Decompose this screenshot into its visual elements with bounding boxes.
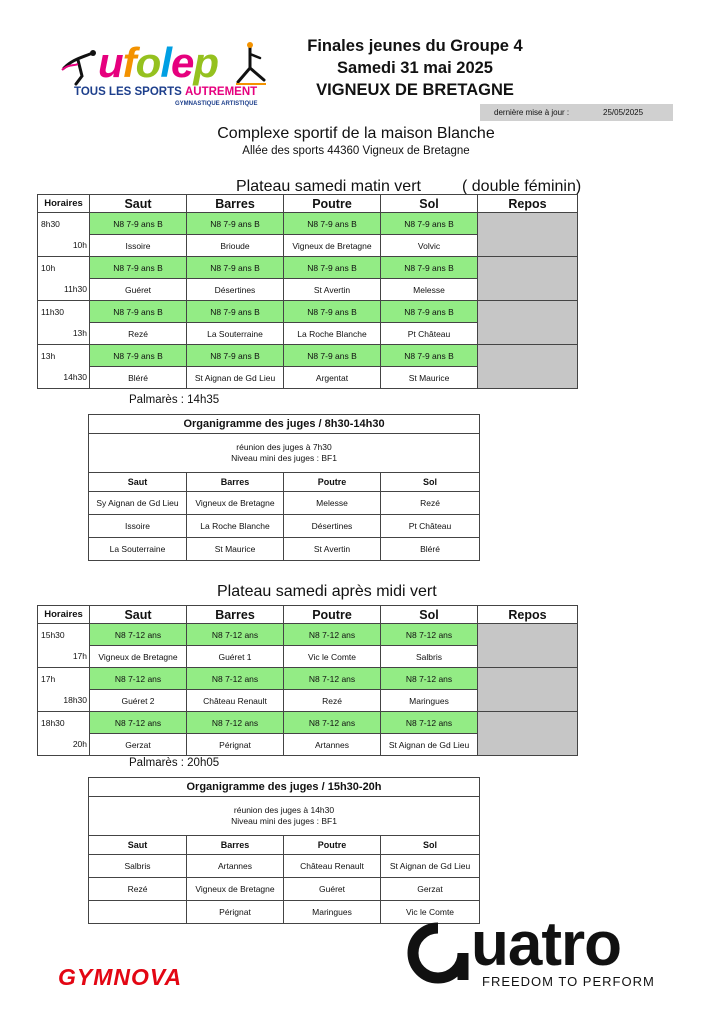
club-cell: La Roche Blanche bbox=[284, 323, 381, 345]
last-update-label: dernière mise à jour : bbox=[494, 108, 570, 117]
category-cell: N8 7-12 ans bbox=[284, 712, 381, 734]
club-cell: St Aignan de Gd Lieu bbox=[187, 367, 284, 389]
event-title-line3: VIGNEUX DE BRETAGNE bbox=[316, 81, 514, 99]
judges-meeting: réunion des juges à 14h30 bbox=[233, 805, 335, 815]
last-update-value: 25/05/2025 bbox=[603, 108, 644, 117]
club-cell: Melesse bbox=[381, 279, 478, 301]
rotation-end: 10h bbox=[38, 235, 90, 257]
gymnast-left-icon bbox=[60, 46, 100, 86]
club-cell: Guéret bbox=[90, 279, 187, 301]
quatro-q-icon bbox=[405, 922, 471, 984]
repos-cell bbox=[478, 345, 578, 389]
morning-judges-table bbox=[88, 414, 480, 561]
gymnast-right-icon bbox=[230, 42, 270, 86]
judges-col-barres: Barres bbox=[187, 836, 284, 855]
category-cell: N8 7-12 ans bbox=[381, 668, 478, 690]
club-cell: La Souterraine bbox=[187, 323, 284, 345]
category-cell: N8 7-9 ans B bbox=[284, 213, 381, 235]
col-header-saut: Saut bbox=[90, 195, 187, 213]
judge-cell bbox=[89, 901, 187, 924]
judge-cell: Bléré bbox=[381, 538, 480, 561]
rotation-start: 17h bbox=[38, 668, 90, 690]
table-header-row bbox=[38, 606, 578, 624]
judge-cell: Rezé bbox=[381, 492, 480, 515]
col-header-saut: Saut bbox=[90, 606, 187, 624]
judges-row bbox=[89, 538, 480, 561]
col-header-repos: Repos bbox=[478, 195, 578, 213]
club-cell: Vigneux de Bretagne bbox=[90, 646, 187, 668]
judges-info bbox=[89, 797, 480, 836]
judges-col-saut: Saut bbox=[89, 473, 187, 492]
quatro-wordmark: uatro bbox=[471, 920, 621, 979]
category-cell: N8 7-12 ans bbox=[187, 624, 284, 646]
quatro-logo bbox=[405, 920, 655, 995]
afternoon-schedule-table bbox=[37, 605, 578, 756]
venue-name: Complexe sportif de la maison Blanche bbox=[217, 125, 495, 142]
rotation-start: 15h30 bbox=[38, 624, 90, 646]
col-header-sol: Sol bbox=[381, 195, 478, 213]
table-header-row bbox=[38, 195, 578, 213]
club-cell: St Aignan de Gd Lieu bbox=[381, 734, 478, 756]
club-cell: Rezé bbox=[284, 690, 381, 712]
judges-level: Niveau mini des juges : BF1 bbox=[231, 816, 337, 826]
rotation-category-row bbox=[38, 624, 578, 646]
category-cell: N8 7-9 ans B bbox=[90, 213, 187, 235]
repos-cell bbox=[478, 668, 578, 712]
judges-col-saut: Saut bbox=[89, 836, 187, 855]
category-cell: N8 7-9 ans B bbox=[284, 301, 381, 323]
club-cell: Brioude bbox=[187, 235, 284, 257]
category-cell: N8 7-12 ans bbox=[90, 712, 187, 734]
repos-cell bbox=[478, 712, 578, 756]
event-title-line1: Finales jeunes du Groupe 4 bbox=[307, 37, 523, 55]
col-header-barres: Barres bbox=[187, 195, 284, 213]
judges-header-row bbox=[89, 473, 480, 492]
afternoon-title: Plateau samedi après midi vert bbox=[217, 583, 437, 600]
judge-cell: St Aignan de Gd Lieu bbox=[381, 855, 480, 878]
col-header-repos: Repos bbox=[478, 606, 578, 624]
judge-cell: Sy Aignan de Gd Lieu bbox=[89, 492, 187, 515]
rotation-end: 14h30 bbox=[38, 367, 90, 389]
category-cell: N8 7-12 ans bbox=[90, 668, 187, 690]
judges-row bbox=[89, 492, 480, 515]
club-cell: Gerzat bbox=[90, 734, 187, 756]
club-cell: Salbris bbox=[381, 646, 478, 668]
ufolep-subtitle: GYMNASTIQUE ARTISTIQUE bbox=[175, 101, 258, 107]
venue-address: Allée des sports 44360 Vigneux de Bretagne bbox=[242, 145, 470, 157]
judge-cell: Vigneux de Bretagne bbox=[187, 878, 284, 901]
club-cell: Rezé bbox=[90, 323, 187, 345]
judge-cell: Pérignat bbox=[187, 901, 284, 924]
judges-col-poutre: Poutre bbox=[284, 473, 381, 492]
category-cell: N8 7-9 ans B bbox=[284, 257, 381, 279]
judges-col-sol: Sol bbox=[381, 836, 480, 855]
rotation-end: 20h bbox=[38, 734, 90, 756]
category-cell: N8 7-12 ans bbox=[187, 668, 284, 690]
club-cell: Volvic bbox=[381, 235, 478, 257]
col-header-poutre: Poutre bbox=[284, 606, 381, 624]
club-cell: Bléré bbox=[90, 367, 187, 389]
club-cell: Argentat bbox=[284, 367, 381, 389]
afternoon-judges-table bbox=[88, 777, 480, 924]
club-cell: Désertines bbox=[187, 279, 284, 301]
category-cell: N8 7-9 ans B bbox=[90, 257, 187, 279]
category-cell: N8 7-9 ans B bbox=[90, 345, 187, 367]
morning-palmares: Palmarès : 14h35 bbox=[129, 394, 220, 406]
judges-title: Organigramme des juges / 8h30-14h30 bbox=[89, 415, 480, 434]
judge-cell: Pt Château bbox=[381, 515, 480, 538]
club-cell: Pérignat bbox=[187, 734, 284, 756]
repos-cell bbox=[478, 301, 578, 345]
event-title-line2: Samedi 31 mai 2025 bbox=[337, 59, 493, 77]
repos-cell bbox=[478, 624, 578, 668]
category-cell: N8 7-9 ans B bbox=[381, 345, 478, 367]
category-cell: N8 7-9 ans B bbox=[187, 301, 284, 323]
judge-cell: Château Renault bbox=[284, 855, 381, 878]
judge-cell: St Maurice bbox=[187, 538, 284, 561]
repos-cell bbox=[478, 213, 578, 257]
club-cell: Maringues bbox=[381, 690, 478, 712]
category-cell: N8 7-12 ans bbox=[284, 668, 381, 690]
category-cell: N8 7-12 ans bbox=[381, 712, 478, 734]
category-cell: N8 7-12 ans bbox=[381, 624, 478, 646]
category-cell: N8 7-9 ans B bbox=[187, 213, 284, 235]
judge-cell: Vigneux de Bretagne bbox=[187, 492, 284, 515]
category-cell: N8 7-12 ans bbox=[90, 624, 187, 646]
judge-cell: Artannes bbox=[187, 855, 284, 878]
morning-note: ( double féminin) bbox=[462, 178, 582, 195]
afternoon-palmares: Palmarès : 20h05 bbox=[129, 757, 220, 769]
judge-cell: Salbris bbox=[89, 855, 187, 878]
judges-level: Niveau mini des juges : BF1 bbox=[231, 453, 337, 463]
last-update-box bbox=[480, 104, 673, 121]
ufolep-wordmark: ufolep bbox=[98, 39, 218, 86]
judges-row bbox=[89, 515, 480, 538]
club-cell: Issoire bbox=[90, 235, 187, 257]
rotation-start: 11h30 bbox=[38, 301, 90, 323]
venue-block bbox=[100, 124, 612, 159]
rotation-category-row bbox=[38, 213, 578, 235]
judges-row bbox=[89, 855, 480, 878]
judge-cell: Melesse bbox=[284, 492, 381, 515]
club-cell: Artannes bbox=[284, 734, 381, 756]
judges-col-sol: Sol bbox=[381, 473, 480, 492]
club-cell: Vigneux de Bretagne bbox=[284, 235, 381, 257]
club-cell: Guéret 2 bbox=[90, 690, 187, 712]
col-header-horaires: Horaires bbox=[38, 195, 90, 213]
col-header-poutre: Poutre bbox=[284, 195, 381, 213]
morning-title: Plateau samedi matin vert bbox=[236, 178, 421, 195]
judge-cell: Maringues bbox=[284, 901, 381, 924]
col-header-barres: Barres bbox=[187, 606, 284, 624]
rotation-category-row bbox=[38, 668, 578, 690]
event-title bbox=[285, 35, 545, 101]
judge-cell: La Roche Blanche bbox=[187, 515, 284, 538]
gymnova-logo: GYMNOVA bbox=[58, 964, 183, 990]
category-cell: N8 7-9 ans B bbox=[381, 213, 478, 235]
judges-row bbox=[89, 878, 480, 901]
category-cell: N8 7-9 ans B bbox=[381, 257, 478, 279]
rotation-category-row bbox=[38, 301, 578, 323]
judge-cell: Désertines bbox=[284, 515, 381, 538]
rotation-start: 8h30 bbox=[38, 213, 90, 235]
judges-col-barres: Barres bbox=[187, 473, 284, 492]
rotation-end: 11h30 bbox=[38, 279, 90, 301]
judges-info bbox=[89, 434, 480, 473]
club-cell: Guéret 1 bbox=[187, 646, 284, 668]
judge-cell: Guéret bbox=[284, 878, 381, 901]
rotation-end: 18h30 bbox=[38, 690, 90, 712]
category-cell: N8 7-9 ans B bbox=[284, 345, 381, 367]
category-cell: N8 7-9 ans B bbox=[187, 257, 284, 279]
judge-cell: Issoire bbox=[89, 515, 187, 538]
judges-col-poutre: Poutre bbox=[284, 836, 381, 855]
rotation-end: 13h bbox=[38, 323, 90, 345]
repos-cell bbox=[478, 257, 578, 301]
rotation-start: 18h30 bbox=[38, 712, 90, 734]
rotation-category-row bbox=[38, 712, 578, 734]
judge-cell: Vic le Comte bbox=[381, 901, 480, 924]
category-cell: N8 7-12 ans bbox=[187, 712, 284, 734]
rotation-start: 13h bbox=[38, 345, 90, 367]
judge-cell: La Souterraine bbox=[89, 538, 187, 561]
col-header-horaires: Horaires bbox=[38, 606, 90, 624]
ufolep-tagline: TOUS LES SPORTS AUTREMENT bbox=[74, 86, 258, 98]
col-header-sol: Sol bbox=[381, 606, 478, 624]
category-cell: N8 7-9 ans B bbox=[187, 345, 284, 367]
ufolep-logo bbox=[60, 40, 275, 112]
rotation-category-row bbox=[38, 257, 578, 279]
club-cell: Château Renault bbox=[187, 690, 284, 712]
judge-cell: St Avertin bbox=[284, 538, 381, 561]
judges-title: Organigramme des juges / 15h30-20h bbox=[89, 778, 480, 797]
rotation-category-row bbox=[38, 345, 578, 367]
rotation-start: 10h bbox=[38, 257, 90, 279]
category-cell: N8 7-9 ans B bbox=[90, 301, 187, 323]
category-cell: N8 7-9 ans B bbox=[381, 301, 478, 323]
club-cell: Pt Château bbox=[381, 323, 478, 345]
quatro-tagline: FREEDOM TO PERFORM bbox=[482, 974, 655, 989]
judges-meeting: réunion des juges à 7h30 bbox=[236, 442, 332, 452]
club-cell: Vic le Comte bbox=[284, 646, 381, 668]
rotation-end: 17h bbox=[38, 646, 90, 668]
club-cell: St Maurice bbox=[381, 367, 478, 389]
category-cell: N8 7-12 ans bbox=[284, 624, 381, 646]
judges-header-row bbox=[89, 836, 480, 855]
club-cell: St Avertin bbox=[284, 279, 381, 301]
judge-cell: Gerzat bbox=[381, 878, 480, 901]
judge-cell: Rezé bbox=[89, 878, 187, 901]
morning-schedule-table bbox=[37, 194, 578, 389]
